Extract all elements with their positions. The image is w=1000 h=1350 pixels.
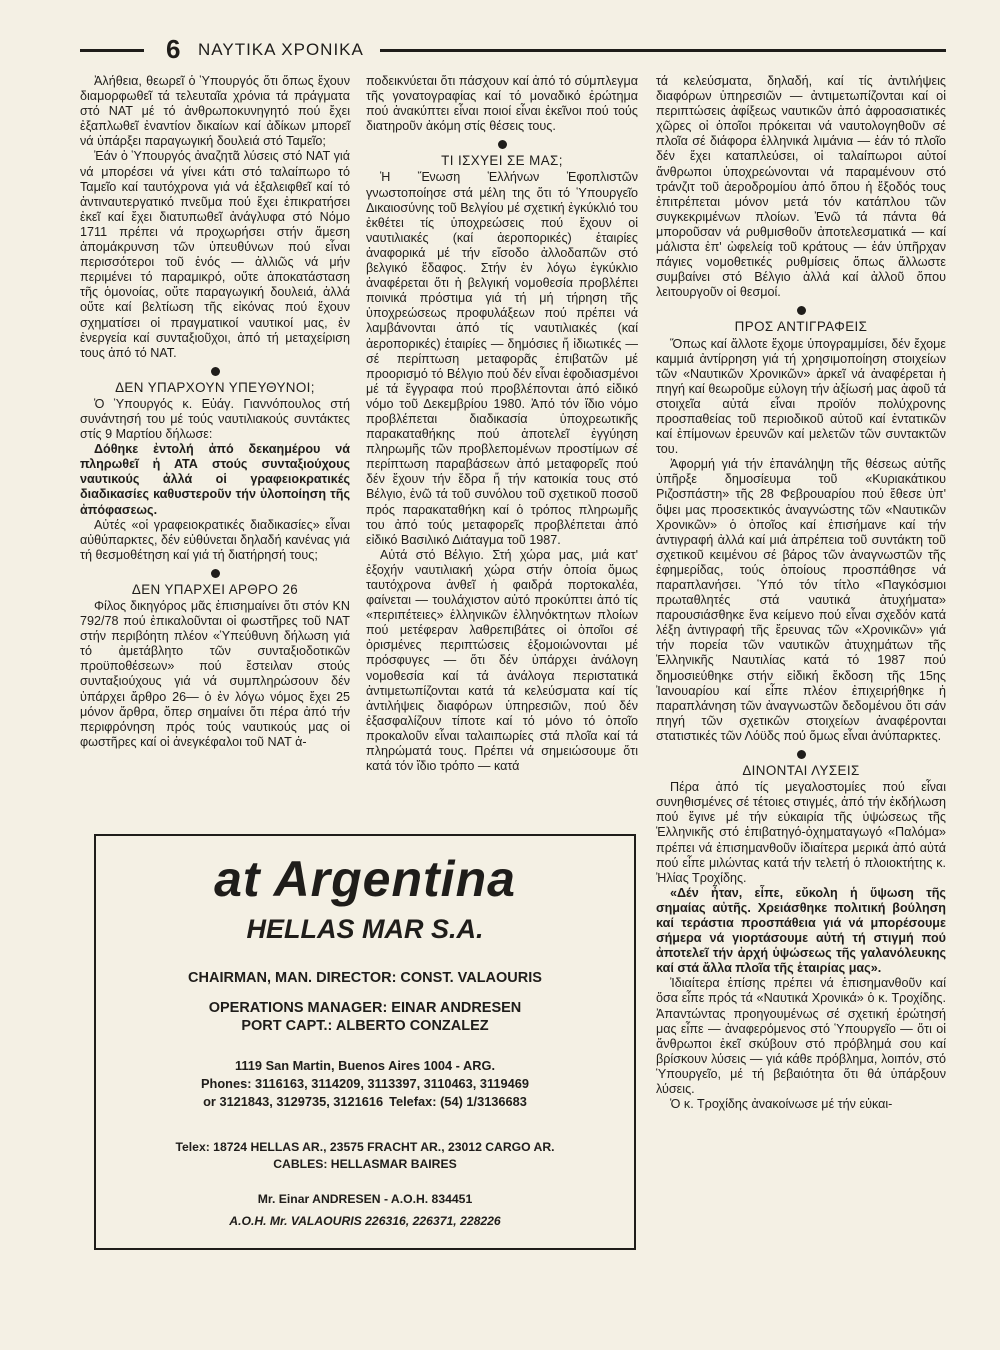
ad-telex: Telex: 18724 HELLAS AR., 23575 FRACHT AR., 23012 CARGO AR. [175,1140,555,1154]
paragraph: ποδεικνύεται ὅτι πάσχουν καί ἀπό τό σύμπλεγμα τῆς γονατογραφίας καί τό μοναδικό ἐρώτημα πού ἀνακύπτει εἶναι ποιοί εἶναι ἐκεῖνοι πού τούς διατηροῦν ἀκόμη στίς θέσεις τους. [366,74,638,134]
paragraph: τά κελεύσματα, δηλαδή, καί τίς ἀντιλήψεις διαφόρων ὑπηρεσιῶν — ἀντιμετωπίζονται καί οἱ περιπτώσεις ἀφίξεως ναυτικῶν ἀπό ἀφροασιατικές χῶρες οἱ ὁποῖοι πρόκειται νά ναυτολογηθοῦν σέ πλοῖα σέ διάφορα ἑλληνικά λιμάνια — ἐάν τό πλοῖο δέν ἔχει καταπλεύσει, οἱ ταλαίπωροι αὐτοί ἄνθρωποι ὑποχρεώνονται νά παραμένουν στό τράνζιτ τοῦ ἀεροδρομίου ἀπό ὅπου ἡ ἔξοδός τους ἐπιτρέπεται μόνον μετά τόν κατάπλου τῶν συγκεκριμένων πλοίων. Ἐνῶ τά πάντα θά μποροῦσαν νά ρυθμισθοῦν ἀποτελεσματικά — καί μάλιστα ἐπ' ὠφελείᾳ τοῦ κράτους — ἐάν ὑπῆρχαν πάγιες νομοθετικές ρυθμίσεις ὅπως ἄλλωστε συμβαίνει στό Βέλγιο ἀλλά καί ἀλλοῦ ὅπου λειτουργοῦν οἱ θεσμοί. [656,74,946,300]
bullet-separator [797,306,806,315]
ad-headline: at Argentina [214,851,516,907]
column-1 [80,74,350,750]
ad-telefax: Telefax: (54) 1/3136683 [389,1094,527,1109]
column-2 [366,74,638,774]
paragraph: Ἡ Ἕνωση Ἑλλήνων Ἐφοπλιστῶν γνωστοποίησε στά μέλη της ὅτι τό Ὑπουργεῖο Δικαιοσύνης τοῦ Βελγίου μέ σχετική ἐγκύκλιό του ἐκθέτει τίς ὑποχρεώσεις πού ἔχουν οἱ ναυτιλιακές (καί ἀεροπορικές) ἑταιρίες ἀναφορικά μέ τήν εἴσοδο ἀλλοδαπῶν στό βελγικό ἔδαφος. Στήν ἐν λόγω ἐγκύκλιο ἀναφέρεται ὅτι ἡ βελγική νομοθεσία προβλέπει ποινικά πρόστιμα γιά τή μή τήρηση τῆς ὑποχρεώσεως προφυλάξεων πού πρέπει νά λαμβάνονται ἀπό τίς ναυτιλιακές (καί ἀεροπορικές) ἑταιρίες — δημόσιες ἤ ἰδιωτικές — σέ περίπτωση μεταφορᾶς ἐπιβατῶν μέ προορισμό τό Βέλγιο πού δέν εἶναι ἐφοδιασμένοι μέ τά ἔγγραφα πού προβλέπονται ἀπό εἰδικό νόμο τοῦ Δεκεμβρίου 1980. Ἀπό τόν ἴδιο νόμο προβλέπεται διαδικασία ὑποχρεωτικῆς παρακαταθήκης πού ἀποτελεῖ ἐγγύηση πληρωμῆς τῶν προβλεπομένων προστίμων σέ περίπτωση παραβάσεων ἀπό μεταφορεῖς πού δέν ἔχουν τήν ἕδρα ἤ τήν κατοικία τους στό Βέλγιο, ἐνῶ τά τοῦ συνόλου τοῦ σχετικοῦ ποσοῦ πρός παρακαταθήκη καί ὁ τρόπος πληρωμῆς του ἀπό τούς μεταφορεῖς προβλέπεται ἀπό εἰδικό Βασιλικό Διάταγμα τοῦ 1987. [366,170,638,547]
header-rule-right [380,49,946,52]
section-heading: ΔΕΝ ΥΠΑΡΧΟΥΝ ΥΠΕΥΘΥΝΟΙ; [115,379,315,395]
paragraph: Φίλος δικηγόρος μᾶς ἐπισημαίνει ὅτι στόν ΚΝ 792/78 πού ἐπικαλοῦνται οἱ φωστῆρες τοῦ ΝΑΤ στήν περιβόητη πλέον «Ὑπεύθυνη δήλωση γιά τό ἀμετάβλητο τῶν συνταξιοδοτικῶν προϋποθέσεων» πού ἔστειλαν στούς συνταξιούχους γιά νά συμπληρώσουν δέν ὑπάρχει ἄρθρο 26— ὁ ἐν λόγω νόμος ἔχει 25 μόνον ἄρθρα, ὅπερ σημαίνει ὅτι πέρα ἀπό τήν περιφρόνηση πρός τούς ναυτικούς μας οἱ φωστῆρες καί οἱ ἀνεγκέφαλοι τοῦ ΝΑΤ ἀ- [80,599,350,749]
paragraph: Ἐάν ὁ Ὑπουργός ἀναζητᾶ λύσεις στό ΝΑΤ γιά νά μπορέσει νά γίνει κάτι στό ταλαίπωρο τό Ταμεῖο καί ταυτόχρονα γιά νά ἐξαλειφθεῖ καί τό ἀντιναυτεργατικό πνεῦμα πού ἔχει ἐπικρατήσει ἐκεῖ καί ἔχει διατυπωθεῖ ἀνάγλυφα στό Νόμο 1711 πρέπει νά προχωρήσει στήν ἄμεση ἀπομάκρυνση τῶν ὑπευθύνων πού εἶναι περισσότεροι τοῦ ἑνός — ἀλλιῶς νά μήν περιμένει τό παραμικρό, οὔτε ἀποκατάσταση τῆς ὁμονοίας, οὔτε παραγωγική δουλειά, ἀλλά οὔτε καί βελτίωση τῆς εἰκόνας πού ἔχουν σχηματίσει οἱ πραγματικοί ναυτικοί μας, ἐν ἐνεργεία καί συνταξιοῦχοι, ἀπό τή μεταχείριση τους ἀπό τό ΝΑΤ. [80,149,350,360]
paragraph-bold: Δόθηκε ἐντολή ἀπό δεκαημέρου νά πληρωθεῖ ἡ ΑΤΑ στούς συνταξιούχους ναυτικούς ἀλλά οἱ γραφειοκρατικές διαδικασίες καθυστεροῦν τήν ὑλοποίηση τῆς ἀπόφασεως. [80,442,350,517]
ad-operations-manager: OPERATIONS MANAGER: EINAR ANDRESEN [208,1000,522,1016]
bullet-separator [498,140,507,149]
section-heading: ΔΕΝ ΥΠΑΡΧΕΙ ΑΡΘΡΟ 26 [131,581,299,597]
ad-port-captain: PORT CAPT.: ALBERTO CONZALEZ [241,1018,489,1034]
ad-phones-or: or 3121843, 3129735, 3121616 [203,1094,384,1109]
bullet-separator [211,367,220,376]
section-heading: ΔΙΝΟΝΤΑΙ ΛΥΣΕΙΣ [742,763,860,779]
column-3 [656,74,946,1112]
paragraph: Ὅπως καί ἄλλοτε ἔχομε ὑπογραμμίσει, δέν ἔχομε καμμιά ἀντίρρηση γιά τή χρησιμοποίηση στοιχείων τῶν «Ναυτικῶν Χρονικῶν» ἀρκεῖ νά ἀναφέρεται ἡ πηγή καί θεωροῦμε εὐλογη τήν ἀξίωσή μας ἀφοῦ τά στοιχεῖα αὐτά εἶναι προϊόν πολύχρονης προσπαθείας τοῦ περιοδικοῦ αὐτοῦ καί ἐντατικῶν καί ἐπίμονων ἐρευνῶν καί μελετῶν τῶν συντακτῶν του. [656,336,946,457]
paragraph-bold: «Δέν ἦταν, εἶπε, εὔκολη ἡ ὕψωση τῆς σημαίας αὐτῆς. Χρειάσθηκε πολιτική βούληση καί τεράστια προσπάθεια γιά νά μπορέσουμε σήμερα νά γιορτάσουμε αὐτή τή στιγμή πού ἀποτελεῖ τήν ἀρχή ὑψώσεως τῆς γαλανόλευκης καί στά ἄλλα πλοῖα τῆς ἑταιρίας μας». [656,885,946,976]
ad-contact-andresen: Mr. Einar ANDRESEN - A.O.H. 834451 [257,1192,473,1206]
publication-title: ΝΑΥΤΙΚΑ ΧΡΟΝΙΚΑ [198,40,364,59]
ad-phones-line-2 [96,1094,634,1109]
ad-contact-valaouris: A.O.H. Mr. VALAOURIS 226316, 226371, 228226 [229,1214,501,1228]
page-number: 6 [166,34,181,64]
paragraph: Αὐτά στό Βέλγιο. Στή χώρα μας, μιά κατ' ἐξοχήν ναυτιλιακή χώρα στήν ὁποία ὅμως ταυτόχρονα ἀνθεῖ ἡ φαιδρά πορτοκαλέα, φαίνεται — τουλάχιστον αὐτό προκύπτει ἀπό τίς «περιπέτειες» ἑλληνικῶν ἑλληνόκτητων πλοίων πού μετέφεραν λαθρεπιβάτες οἱ ὁποῖοι σέ ὁρισμένες περιπτώσεις ἐξομοιώνονται μέ πρόσφυγες — ὅτι δέν ὑπάρχει ἀνάλογη νομοθεσία καί τά ἀνάλογα περιστατικά ἀντιμετωπίζονται κατά τά κελεύσματα καί τίς ἀντιλήψεις διαφόρων ὑπηρεσιῶν, πού δέν ἐξασφαλίζουν τίποτε καί τό μόνο τό ὁποῖο προκαλοῦν εἶναι ταλαιπωρίες στά πλοῖα καί τά πληρώματά τους. Πρέπει νά σημειώσουμε ὅτι κατά τόν ἴδιο τρόπο — κατά [366,547,638,774]
section-heading: ΠΡΟΣ ΑΝΤΙΓΡΑΦΕΙΣ [734,319,868,335]
bullet-separator [797,750,806,759]
paragraph: Ὁ Ὑπουργός κ. Εὐάγ. Γιαννόπουλος στή συνάντησή του μέ τούς ναυτιλιακούς συντάκτες στίς 9 Μαρτίου δήλωσε: [80,396,350,442]
paragraph: Ἀλήθεια, θεωρεῖ ὁ Ὑπουργός ὅτι ὅπως ἔχουν διαμορφωθεῖ τά τελευταῖα χρόνια τά πράγματα στό ΝΑΤ μέ τό ἀνθρωποκυνηγητό πού ἔχει ἐξαπλωθεῖ ἐναντίον δικαίων καί ἀδίκων μπορεῖ νά ὑπάρξει παραγωγική δουλειά στό Ταμεῖο; [80,74,350,149]
header-rule-left [80,49,144,52]
section-heading: ΤΙ ΙΣΧΥΕΙ ΣΕ ΜΑΣ; [441,153,563,169]
advertisement-box [94,834,636,1250]
ad-company-name: HELLAS MAR S.A. [246,914,484,944]
ad-phones: Phones: 3116163, 3114209, 3113397, 3110463, 3119469 [200,1076,530,1091]
page-header [80,36,946,70]
paragraph: Ὁ κ. Τροχίδης ἀνακοίνωσε μέ τήν εὐκαι- [670,1097,893,1112]
ad-address: 1119 San Martin, Buenos Aires 1004 - ARG. [234,1058,496,1073]
ad-chairman: CHAIRMAN, MAN. DIRECTOR: CONST. VALAOURIS [188,970,542,986]
paragraph: Πέρα ἀπό τίς μεγαλοστομίες πού εἶναι συνηθισμένες σέ τέτοιες στιγμές, ἀπό τήν ἐκδήλωση πού ἔγινε μέ τήν εὐκαιρία τῆς ὑψώσεως τῆς Ἑλληνικῆς στό ἐπιβατηγό-ὀχηματαγωγό «Παλόμα» πρέπει νά ἐπισημανθοῦν ἰδιαίτερα μερικά ἀπό αὐτά πού εἶπε μιλώντας κατά τήν τελετή ὁ πλοιοκτήτης κ. Ἠλίας Τροχίδης. [656,780,946,885]
paragraph: Ἀφορμή γιά τήν ἐπανάληψη τῆς θέσεως αὐτῆς ὑπῆρξε δημοσίευμα τοῦ «Κυριακάτικου Ριζοσπάστη» τῆς 28 Φεβρουαρίου πού ἔθεσε ὑπ' ὄψει μας προσεκτικός ἀναγνώστης τῶν «Ναυτικῶν Χρονικῶν» ὁ ὁποῖος καί ἐπισήμανε καί τήν ἀντιγραφή ἀλλά καί μιά ἀπρέπεια τοῦ συντάκτη τοῦ σχετικοῦ κειμένου σέ βάρος τῶν ἀναγνωστῶν τῆς ἐφημερίδας, τούς ὁποίους προσπάθησε νά παραπλανήσει. Ὑπό τόν τίτλο «Παγκόσμιοι πρωταθλητές στά ναυτικά ἀτυχήματα» παρουσιάσθηκε ἕνα κείμενο πού εἶναι σχεδόν κατά λέξη ἀντιγραφή τῆς ἔρευνας τῶν «Χρονικῶν» γιά τήν πορεία τῶν ναυτικῶν ἀτυχημάτων τῆς Ἑλληνικῆς Ναυτιλίας κατά τό 1987 πού δημοσιεύθηκε στήν εἰδική ἔκδοση τῆς 15ης Ἰανουαρίου καί εἶπε πλέον ἐπιχειρήθηκε ἡ παραπλάνηση τῶν ἀναγνωστῶν δεδομένου ὅτι σάν πηγή τῶν σχετικῶν στοιχείων ἀναφέρονται στατιστικές τῶν Λόϋδς πού ὅμως εἶναι ἀνύπαρκτες. [656,457,946,743]
bullet-separator [211,569,220,578]
paragraph: Ἰδιαίτερα ἐπίσης πρέπει νά ἐπισημανθοῦν καί ὅσα εἶπε πρός τά «Ναυτικά Χρονικά» ὁ κ. Τροχίδης. Ἀπαντώντας προηγουμένως σέ σχετική ἐρώτησή μας εἶπε — ἀναφερόμενος στό Ὑπουργεῖο — ὅτι οἱ ἄνθρωποι ἐκεῖ σκύβουν στό πρόβλημά σου καί βρίσκουν λύσεις — γιά κάθε πρόβλημα, λοιπόν, στό Ὑπουργεῖο, μέ τή βεβαιότητα ὅτι θά ὑπάρξουν λύσεις. [656,976,946,1096]
paragraph: Αὐτές «οἱ γραφειοκρατικές διαδικασίες» εἶναι αὐθύπαρκτες, δέν εὐθύνεται δηλαδή κανένας γιά τή θεσμοθέτηση καί γιά τή διατήρησή τους; [80,517,350,562]
ad-cables: CABLES: HELLASMAR BAIRES [273,1157,457,1171]
